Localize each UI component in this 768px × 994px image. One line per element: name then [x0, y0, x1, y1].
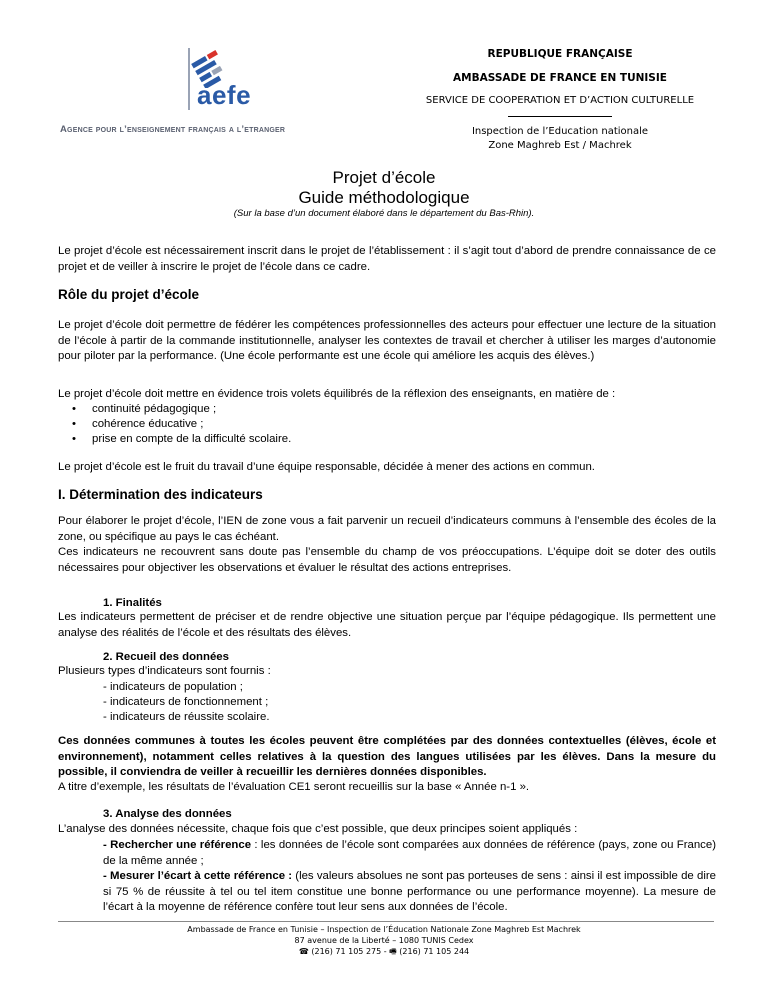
- role-paragraph-2: Le projet d’école doit mettre en évidence trois volets équilibrés de la réflexion des enseignants, en matière de :: [58, 388, 616, 400]
- subheading-finalites: 1. Finalités: [103, 597, 162, 609]
- principle-reference-title: - Rechercher une référence: [103, 839, 252, 851]
- list-item: - indicateurs de fonctionnement ;: [103, 696, 269, 708]
- recueil-intro: Plusieurs types d’indicateurs sont fournis :: [58, 665, 271, 677]
- finalites-paragraph: Les indicateurs permettent de préciser et de rendre objective une situation perçue par l’équipe pédagogique. Ils permettent une analyse des réalités de l’école et des résultats des élèves.: [58, 611, 716, 639]
- doc-title: Projet d’école: [332, 168, 436, 187]
- role-bullet-list: [58, 402, 716, 447]
- indicateurs-paragraph-1: Pour élaborer le projet d’école, l’IEN de zone vous a fait parvenir un recueil d’indicateurs communs à l’ensemble des écoles de la zone, ou spécifique au pays le cas échéant.: [58, 515, 716, 543]
- zone-label: Zone Maghreb Est / Machrek: [488, 140, 632, 151]
- intro-paragraph: Le projet d’école est nécessairement inscrit dans le projet de l’établissement : il s’agit tout d’abord de prendre connaissance de ce projet et de veiller à inscrire le projet de l’école dans ce cadre.: [58, 245, 716, 273]
- service-label: SERVICE DE COOPERATION ET D’ACTION CULTURELLE: [425, 95, 695, 106]
- embassy-label: AMBASSADE DE FRANCE EN TUNISIE: [453, 72, 667, 84]
- list-item: • continuité pédagogique ;: [58, 402, 716, 417]
- logo-divider: [188, 48, 190, 110]
- source-note: (Sur la base d’un document élaboré dans le département du Bas-Rhin).: [233, 208, 535, 219]
- indicateurs-paragraph-2: Ces indicateurs ne recouvrent sans doute pas l’ensemble du champ de vos préoccupations. L’équipe doit se doter des outils nécessaires pour objectiver les observations et évaluer le résultat des actions entreprises.: [58, 546, 716, 574]
- list-item: • cohérence éducative ;: [58, 417, 716, 432]
- doc-subtitle: Guide méthodologique: [298, 188, 470, 207]
- list-item: • prise en compte de la difficulté scolaire.: [58, 432, 716, 447]
- header-rule: [508, 116, 612, 117]
- section-heading-indicateurs: I. Détermination des indicateurs: [58, 487, 263, 502]
- principle-ecart-title: - Mesurer l’écart à cette référence :: [103, 870, 293, 882]
- contextual-data-paragraph: Ces données communes à toutes les écoles peuvent être complétées par des données contextuelles (élèves, école et environnement), notamment celles relatives à la question des langues utilisées par les élèves. Dans la mesure du possible, il conviendra de veiller à recueillir les dernières données disponibles.: [58, 735, 716, 778]
- list-item: - indicateurs de population ;: [103, 681, 243, 693]
- footer-phone: ☎ (216) 71 105 275 - 🖷 (216) 71 105 244: [298, 947, 470, 956]
- role-paragraph-1: Le projet d’école doit permettre de fédérer les compétences professionnelles des acteurs pour effectuer une lecture de la situation de l’école à partir de la commande institutionnelle, analyser les contextes de travail et chercher à utiliser les marges d’autonomie pour piloter par la performance. (Une école performante est une école qui améliore les acquis des élèves.): [58, 319, 716, 362]
- logo-text: aefe: [197, 80, 252, 110]
- example-paragraph: A titre d’exemple, les résultats de l’évaluation CE1 seront recueillis sur la base « Année n-1 ».: [58, 781, 530, 793]
- agency-name: Agence pour l’enseignement français a l’etranger: [60, 124, 286, 135]
- subheading-recueil: 2. Recueil des données: [103, 651, 229, 663]
- principle-reference-text: : les données de l’école sont comparées aux données de référence (pays, zone ou France) de la même année ;: [103, 839, 717, 867]
- footer-address-2: 87 avenue de la Liberté – 1080 TUNIS Cedex: [294, 936, 474, 945]
- footer-rule: [58, 921, 714, 922]
- list-item: - indicateurs de réussite scolaire.: [103, 711, 270, 723]
- inspection-label: Inspection de l’Education nationale: [471, 126, 649, 137]
- republic-label: REPUBLIQUE FRANÇAISE: [487, 48, 633, 60]
- subheading-analyse: 3. Analyse des données: [103, 808, 232, 820]
- principle-reference: [103, 838, 716, 869]
- principle-ecart-text: (les valeurs absolues ne sont pas porteuses de sens : ainsi il est impossible de dire si 75 % de réussite à tel ou tel item constitue une bonne performance ou une performance moyenne). La mesure de l’écart à la moyenne de référence confère tout leur sens aux données de l’école.: [103, 870, 716, 913]
- footer-address-1: Ambassade de France en Tunisie – Inspection de l’Éducation Nationale Zone Maghreb Est Machrek: [187, 925, 581, 934]
- analyse-intro: L’analyse des données nécessite, chaque fois que c’est possible, que deux principes soient appliqués :: [58, 823, 578, 835]
- section-heading-role: Rôle du projet d’école: [58, 287, 200, 302]
- role-paragraph-3: Le projet d’école est le fruit du travail d’une équipe responsable, décidée à mener des actions en commun.: [58, 461, 595, 473]
- principle-ecart: [103, 869, 716, 916]
